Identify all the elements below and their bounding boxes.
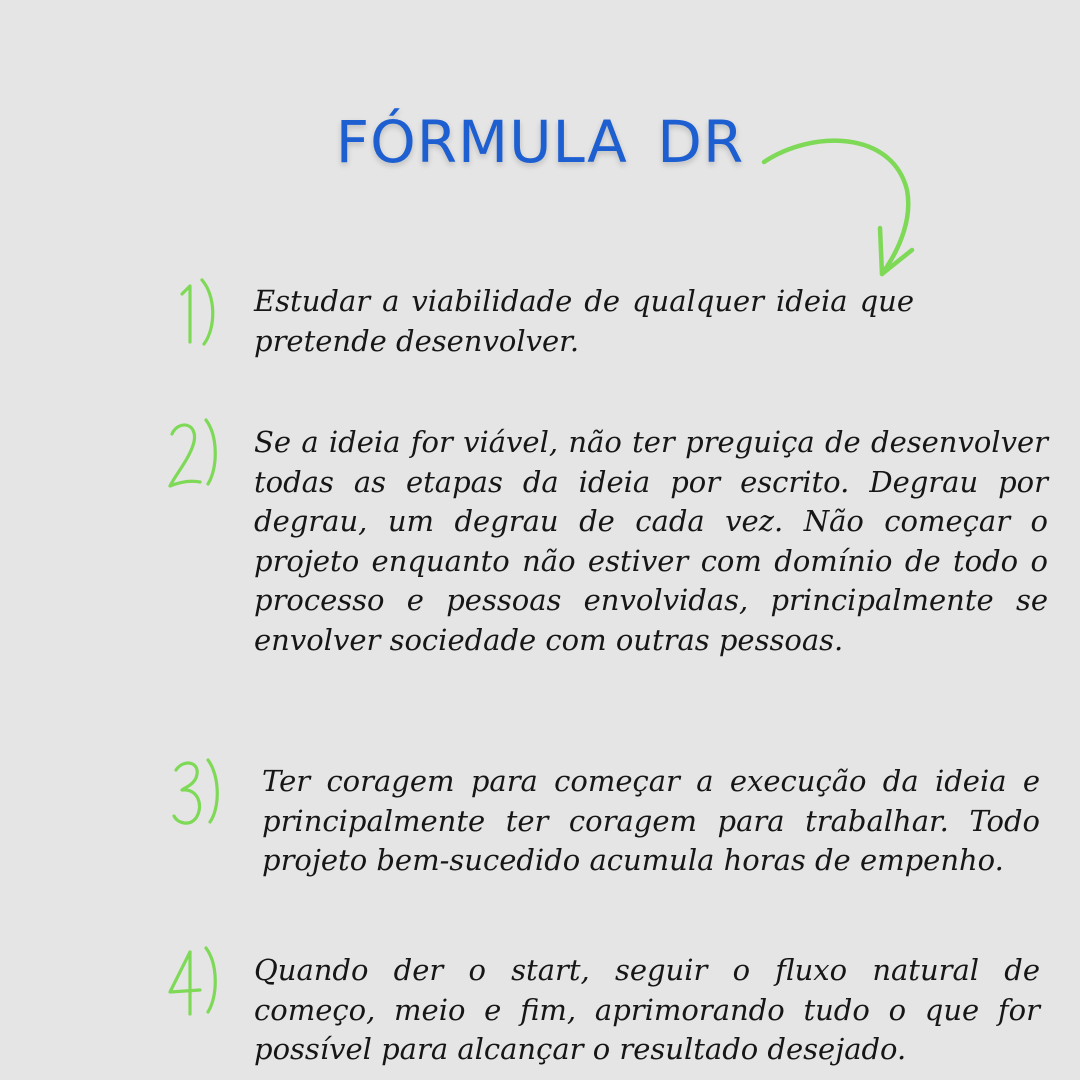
number-3-icon: [164, 750, 224, 840]
number-4-icon: [160, 940, 220, 1030]
curved-arrow-down-icon: [752, 128, 932, 288]
number-2-icon: [160, 412, 220, 502]
page-title: FÓRMULA DR: [335, 108, 745, 176]
list-item-1-text: Estudar a viabilidade de qualquer ideia que pretende desenvolver.: [254, 284, 914, 358]
list-item-2-text: Se a ideia for viável, não ter preguiça de desenvolver todas as etapas da ideia por escrito. Degrau por degrau, um degrau de cada vez. Não começar o projeto enquanto não estiver com domínio de todo o processo e pessoas envolvidas, principalmente se envolver sociedade com outras pessoas.: [254, 425, 1048, 657]
list-item-4-text: Quando der o start, seguir o fluxo natural de começo, meio e fim, aprimorando tudo o que for possível para alcançar o resultado desejado.: [254, 953, 1040, 1066]
number-1-icon: [168, 270, 228, 360]
list-item-3-text: Ter coragem para começar a execução da ideia e principalmente ter coragem para trabalhar. Todo projeto bem-sucedido acumula horas de empenho.: [262, 764, 1040, 877]
